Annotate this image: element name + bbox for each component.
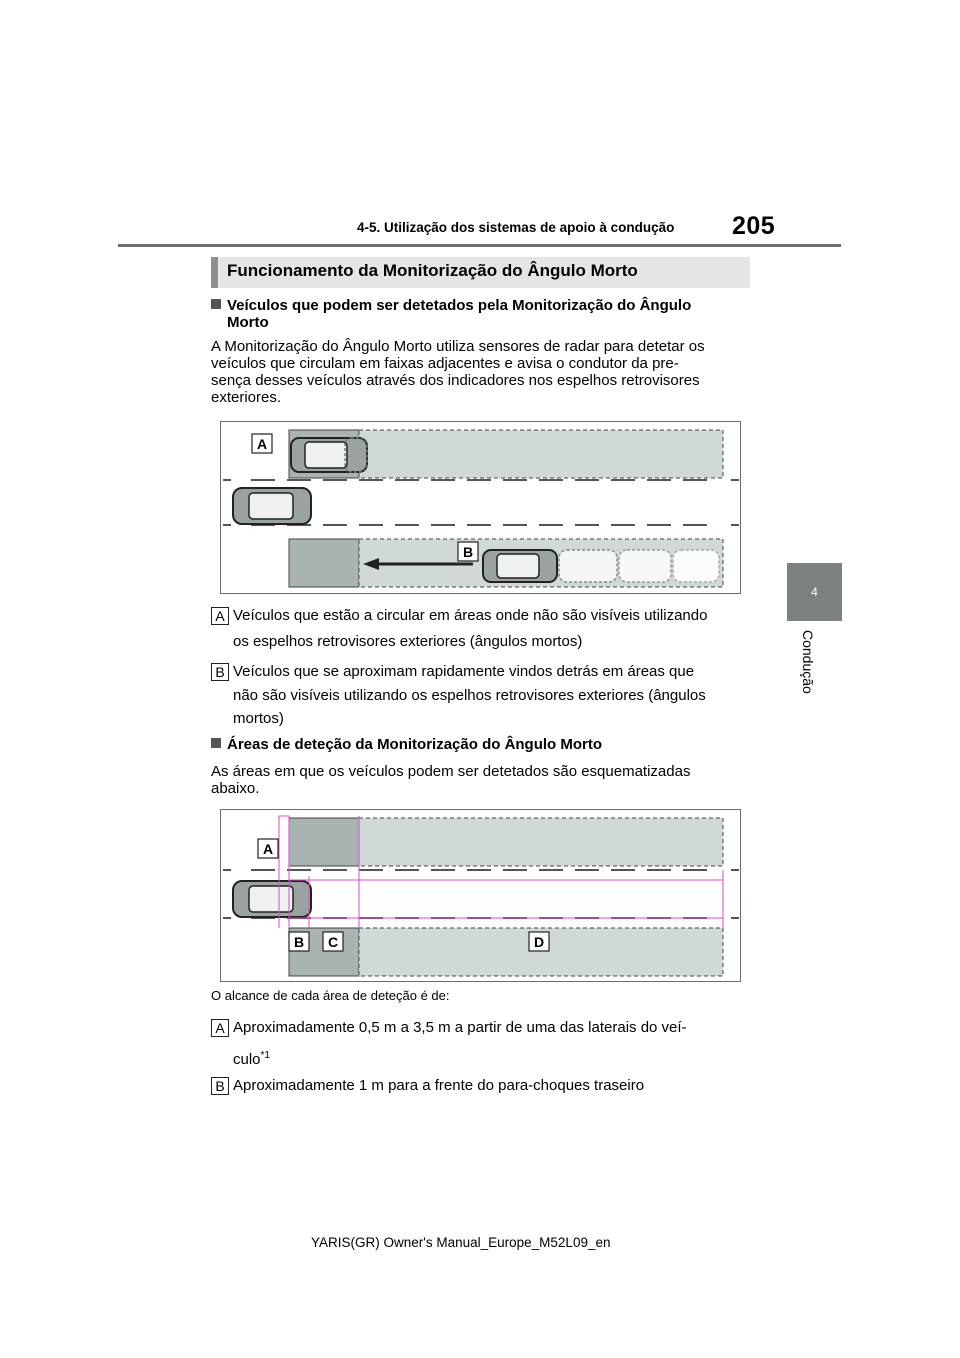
blind-spot-diagram bbox=[221, 422, 740, 593]
figure-blind-spot-vehicles bbox=[220, 421, 741, 594]
car-in-blind-spot bbox=[291, 438, 367, 472]
paragraph-line: exteriores. bbox=[211, 389, 282, 406]
paragraph-line: abaixo. bbox=[211, 780, 260, 797]
label-b: B bbox=[293, 934, 305, 950]
chapter-number: 4 bbox=[811, 585, 818, 599]
label-a: A bbox=[256, 436, 268, 452]
paragraph-areas bbox=[211, 763, 751, 797]
section-title-bar bbox=[211, 257, 750, 288]
own-vehicle bbox=[233, 881, 311, 917]
zone-far-top bbox=[359, 818, 723, 866]
paragraph-line: veículos que circulam em faixas adjacentes e avisa o condutor da pre- bbox=[211, 355, 679, 372]
label-d: D bbox=[533, 934, 545, 950]
chapter-tab bbox=[787, 563, 842, 621]
square-bullet-icon bbox=[211, 299, 221, 309]
legend-text: Aproximadamente 1 m para a frente do para-choques traseiro bbox=[233, 1077, 645, 1094]
legend-text: não são visíveis utilizando os espelhos retrovisores exteriores (ângulos bbox=[233, 687, 706, 704]
legend-item-b bbox=[211, 660, 756, 730]
header-rule bbox=[118, 244, 841, 247]
legend-text: Veículos que estão a circular em áreas onde não são visíveis utilizando bbox=[233, 607, 708, 624]
label-c: C bbox=[327, 934, 339, 950]
figure-detection-areas bbox=[220, 809, 741, 982]
legend-key: A bbox=[211, 1019, 229, 1037]
footnote-ref: *1 bbox=[260, 1050, 270, 1061]
legend-key: B bbox=[211, 1077, 229, 1095]
range-item-a bbox=[211, 1016, 756, 1071]
subheading-detected-vehicles bbox=[211, 297, 691, 331]
range-item-b bbox=[211, 1074, 756, 1097]
page-number: 205 bbox=[732, 212, 776, 240]
legend-text: mortos) bbox=[233, 710, 284, 727]
legend-item-a bbox=[211, 604, 756, 653]
running-header-section: 4-5. Utilização dos sistemas de apoio à condução bbox=[357, 220, 675, 235]
detection-areas-diagram bbox=[221, 810, 740, 981]
detection-zone-top bbox=[359, 430, 723, 478]
legend-text: Aproximadamente 0,5 m a 3,5 m a partir de uma das laterais do veí- bbox=[233, 1019, 687, 1036]
section-title: Funcionamento da Monitorização do Ângulo Morto bbox=[227, 261, 638, 280]
legend-text-continued bbox=[233, 1044, 756, 1071]
footer-manual-id: YARIS(GR) Owner's Manual_Europe_M52L09_en bbox=[311, 1235, 611, 1250]
subheading-detection-areas bbox=[211, 736, 602, 753]
legend-text: Veículos que se aproximam rapidamente vindos detrás em áreas que bbox=[233, 663, 695, 680]
range-note: O alcance de cada área de deteção é de: bbox=[211, 988, 450, 1003]
legend-key: A bbox=[211, 607, 229, 625]
paragraph-line: A Monitorização do Ângulo Morto utiliza sensores de radar para detetar os bbox=[211, 338, 705, 355]
paragraph-intro bbox=[211, 338, 751, 406]
legend-key: B bbox=[211, 663, 229, 681]
blind-spot-zone-b bbox=[289, 539, 359, 587]
label-b: B bbox=[462, 544, 474, 560]
legend-text: os espelhos retrovisores exteriores (ângulos mortos) bbox=[233, 633, 583, 650]
chapter-label: Condução bbox=[800, 630, 816, 694]
heading-line: Morto bbox=[227, 314, 269, 331]
heading-line: Veículos que podem ser detetados pela Monitorização do Ângulo bbox=[227, 297, 692, 314]
square-bullet-icon bbox=[211, 738, 221, 748]
heading-text: Áreas de deteção da Monitorização do Ângulo Morto bbox=[227, 736, 603, 753]
approaching-vehicle bbox=[483, 550, 719, 582]
paragraph-line: sença desses veículos através dos indicadores nos espelhos retrovisores bbox=[211, 372, 700, 389]
zone-near-top bbox=[289, 818, 359, 866]
label-a: A bbox=[262, 841, 274, 857]
own-vehicle bbox=[233, 488, 311, 524]
legend-text: culo bbox=[233, 1051, 261, 1068]
paragraph-line: As áreas em que os veículos podem ser detetados são esquematizadas bbox=[211, 763, 691, 780]
